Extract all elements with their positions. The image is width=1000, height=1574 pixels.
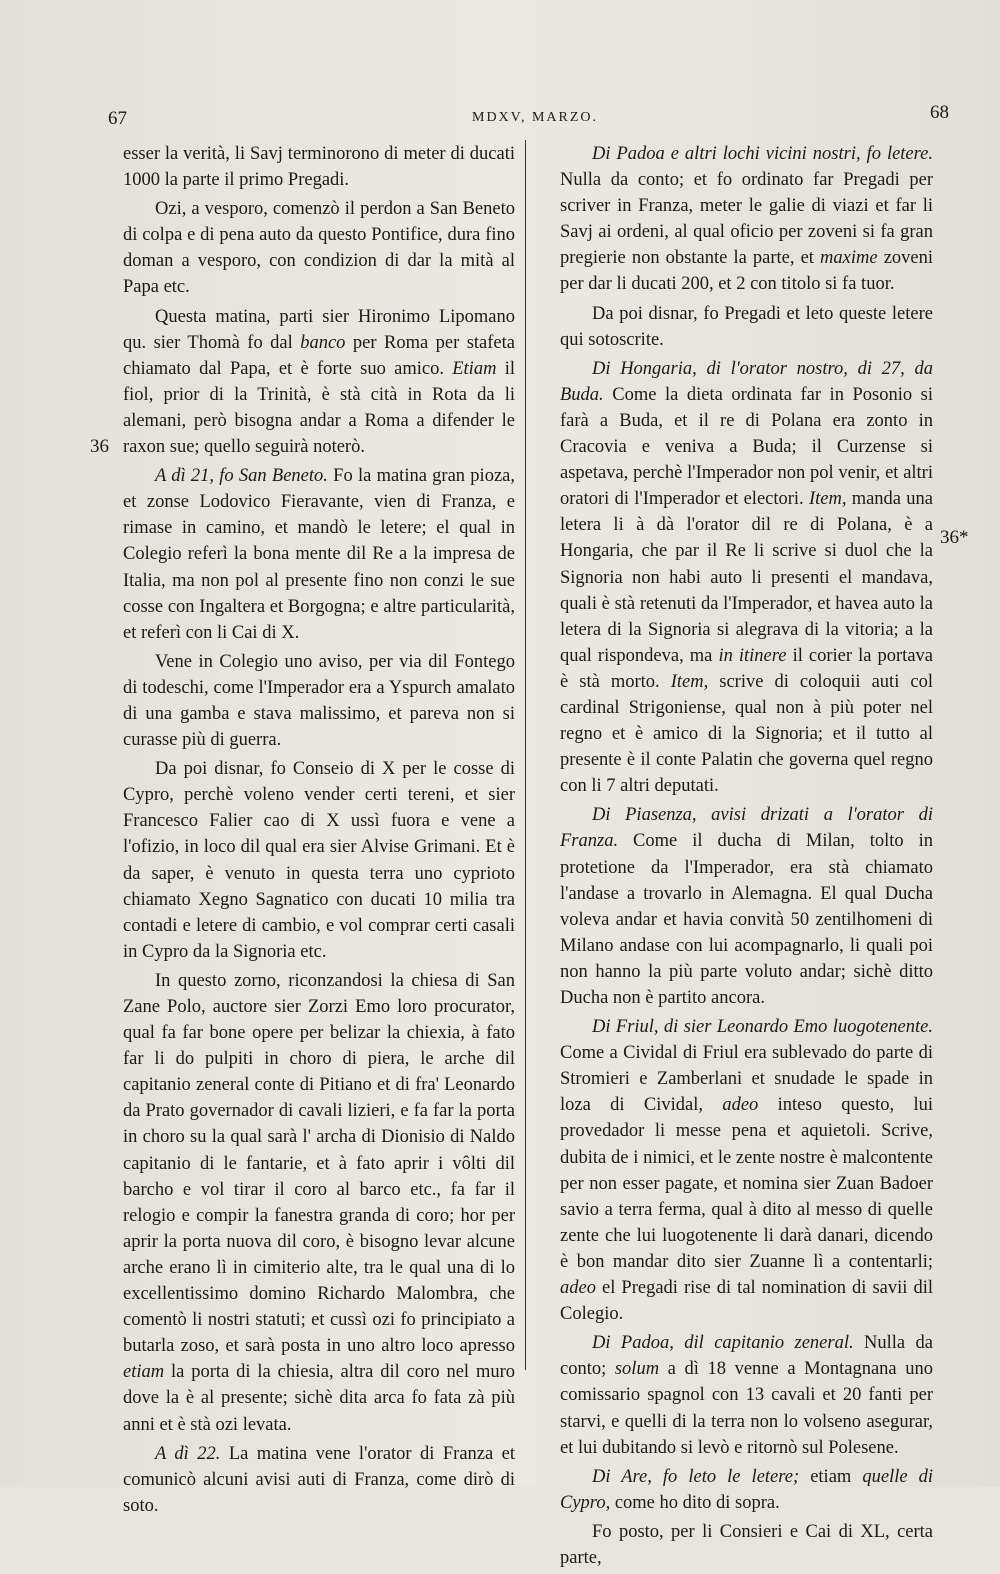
paragraph: Da poi disnar, fo Conseio di X per le cosse di Cypro, perchè voleno vender certi tereni, et sier Francesco Falier cao di X ussì fuora e vene a l'ofizio, in loco dil qual era sier Alvise Grimani. Et è da saper, è venuto in questa terra uno cyprioto chiamato Xegno Sagnatico con ducati 10 milia tra contadi e letere di cambio, e vol comprar certi casali in Cypro da la Signoria etc. (123, 759, 515, 962)
margin-number-right: 36* (940, 527, 969, 548)
right-column (560, 141, 933, 1574)
page-header (0, 102, 1000, 132)
page-number-right: 68 (930, 102, 949, 123)
paragraph: Fo posto, per li Consieri e Cai di XL, certa parte, (560, 1521, 933, 1568)
paragraph: A dì 21, fo San Beneto. Fo la matina gran pioza, et zonse Lodovico Fieravante, vien di Franza, e rimase in camino, et mandò le letere; el qual in Colegio referì la bona mente dil Re a la impresa de Italia, ma non pol al presente fino non conzi le sue cosse con Ingaltera et Borgogna; e altre particularità, et referì con li Cai di X. (123, 466, 515, 643)
margin-number-left: 36 (90, 436, 109, 457)
left-column (123, 141, 515, 1522)
paragraph: Di Padoa e altri lochi vicini nostri, fo letere. Nulla da conto; et fo ordinato far Pregadi per scriver in Franza, meter le galie di viazi et far li Savj ai ordeni, al qual oficio per zoveni si fa gran pregierie non obstante la parte, et maxime zoveni per dar li ducati 200, et 2 con titolo si fa tuor. (560, 144, 934, 295)
paragraph: Questa matina, parti sier Hironimo Lipomano qu. sier Thomà fo dal banco per Roma per stafeta chiamato dal Papa, et è forte suo amico. Etiam il fiol, prior di la Trinità, è stà cità in Rota da li alemani, però bisogna andar a Roma a difender le raxon sue; quello seguirà noterò. (123, 306, 515, 458)
column-divider (525, 140, 526, 1370)
paragraph: Di Friul, di sier Leonardo Emo luogotenente. Come a Cividal di Friul era sublevado do parte di Stromieri e Zamberlani et snudade le spade in loza di Cividal, adeo inteso questo, lui provedador li messe pena et aquietoli. Scrive, dubita de i nimici, et le zente nostre è malcontente per non esser pagate, et nomina sier Zuan Badoer savio a terra ferma, qual à dito al messo di quelle zente che lui luogotenente li darà danari, dicendo è bon mandar dito sier Zuanne lì a contentarli; adeo el Pregadi rise di tal nomination di savii dil Colegio. (560, 1017, 933, 1325)
paragraph: A dì 22. La matina vene l'orator di Franza et comunicò alcuni avisi auti di Franza, come dirò di soto. (123, 1443, 515, 1516)
page-number-left: 67 (108, 108, 127, 129)
running-title: MDXV, MARZO. (472, 110, 599, 125)
paragraph: Vene in Colegio uno aviso, per via dil Fontego di todeschi, come l'Imperador era a Yspurch amalato di una gamba e stava malissimo, et pareva non si curasse più di guerra. (123, 651, 515, 751)
paragraph: esser la verità, li Savj terminorono di meter di ducati 1000 la parte il primo Pregadi. (123, 144, 515, 191)
paragraph: Di Hongaria, di l'orator nostro, di 27, da Buda. Come la dieta ordinata far in Posonio si farà a Buda, et il re di Polana era zonto in Cracovia e veniva a Buda; il Curzense si aspetava, perchè l'Imperador non pol venir, et altri oratori di l'Imperador et electori. Item, manda una letera li à dà l'orator dil re di Polana, è a Hongaria, che par il Re li scrive si duol che la Signoria non habi auto li presenti el mandava, quali è stà retenuti da l'Imperador, et havea auto la letera di la Signoria si alegrava di la vitoria; a la qual rispondeva, ma in itinere il corier la portava è stà morto. Item, scrive di coloquii auti col cardinal Strigoniense, qual non à più poter nel regno et è amico di la Signoria; et il tutto al presente è il conte Palatin che governa quel regno con li 7 altri deputati. (560, 358, 933, 797)
paragraph: Di Piasenza, avisi drizati a l'orator di Franza. Come il ducha di Milan, tolto in protetione da l'Imperador, era stà chiamato l'andase a trovarlo in Alemagna. El qual Ducha voleva andar et havia convità 50 zentilhomeni di Milano andase con lui acompagnarlo, li quali poi non hanno la più parte voluto andar; sichè ditto Ducha non è partito ancora. (560, 805, 933, 1008)
paragraph: In questo zorno, riconzandosi la chiesa di San Zane Polo, auctore sier Zorzi Emo loro procurator, qual fa far bone opere per belizar la chiexia, à fato far li do pulpiti in choro di piera, le arche dil capitanio zeneral conte di Pitiano et di fra' Leonardo da Prato governador di cavali lizieri, e fa far la porta in choro su la qual sarà l' archa di Dionisio di Naldo capitanio di le fantarie, et à fato aprir i vôlti dil barcho e vol tirar il coro al barco etc., fa far il relogio e compir la fanestra granda di coro; hor per aprir la porta nuova dil coro, è bisogno levar alcune arche erano lì in cimiterio alte, tra le qual una di lo excellentissimo domino Richardo Malombra, che comentò li nostri statuti; et cussì ozi fo principiato a butarla zoso, et sarà posta in uno altro loco apresso etiam la porta di la chiesia, altra dil coro nel muro dove la è al presente; sichè dita arca fo fata zà più anni et è stà ozi levata. (123, 970, 515, 1435)
paragraph: Ozi, a vesporo, comenzò il perdon a San Beneto di colpa e di pena auto da questo Pontifice, dura fino doman a vesporo, con condizion di dar la mità al Papa etc. (123, 199, 515, 298)
paragraph: Da poi disnar, fo Pregadi et leto queste letere qui sotoscrite. (560, 303, 933, 350)
paragraph: Di Are, fo leto le letere; etiam quelle di Cypro, come ho dito di sopra. (560, 1466, 934, 1513)
paragraph: Di Padoa, dil capitanio zeneral. Nulla da conto; solum a dì 18 venne a Montagnana uno comissario spagnol con 13 cavali et 20 fanti per starvi, e quelli di la terra non lo volseno asegurar, et lui dubitando si levò e ritornò sul Polesene. (560, 1333, 933, 1458)
